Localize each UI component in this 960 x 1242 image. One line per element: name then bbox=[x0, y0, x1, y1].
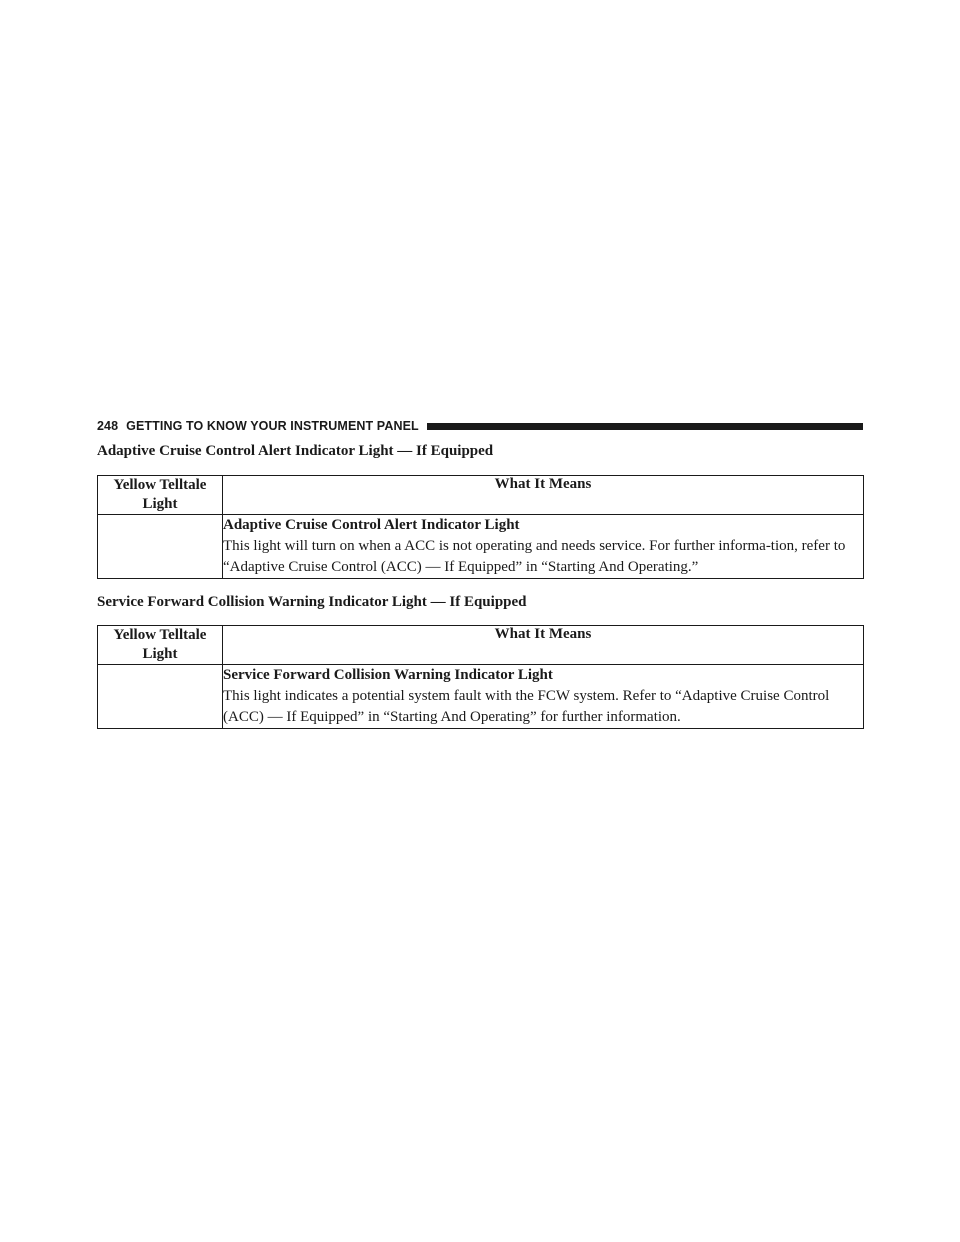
column-header-telltale: Yellow Telltale Light bbox=[98, 626, 223, 665]
indicator-description: This light indicates a potential system fault with the FCW system. Refer to “Adaptive Cruise Control (ACC) — If Equipped” in “Starting And Operating” for further information. bbox=[223, 688, 830, 725]
indicator-title: Service Forward Collision Warning Indicator Light bbox=[223, 667, 553, 683]
chapter-title: GETTING TO KNOW YOUR INSTRUMENT PANEL bbox=[126, 419, 419, 433]
page-header bbox=[97, 418, 863, 434]
column-header-meaning: What It Means bbox=[223, 626, 864, 665]
table-header-row bbox=[98, 626, 864, 665]
table-header-row bbox=[98, 476, 864, 515]
header-rule bbox=[427, 423, 863, 430]
column-header-meaning: What It Means bbox=[223, 476, 864, 515]
section-heading-acc-alert: Adaptive Cruise Control Alert Indicator Light — If Equipped bbox=[97, 443, 494, 459]
meaning-cell bbox=[223, 515, 864, 579]
fcw-table bbox=[97, 625, 864, 729]
indicator-title: Adaptive Cruise Control Alert Indicator Light bbox=[223, 517, 520, 533]
page-number: 248 bbox=[97, 419, 119, 433]
acc-alert-table bbox=[97, 475, 864, 579]
table-row bbox=[98, 515, 864, 579]
column-header-telltale: Yellow Telltale Light bbox=[98, 476, 223, 515]
indicator-description: This light will turn on when a ACC is not operating and needs service. For further informa-tion, refer to “Adaptive Cruise Control (ACC) — If Equipped” in “Starting And Operating.” bbox=[223, 538, 846, 575]
telltale-icon-cell bbox=[98, 665, 223, 729]
meaning-cell bbox=[223, 665, 864, 729]
table-row bbox=[98, 665, 864, 729]
telltale-icon-cell bbox=[98, 515, 223, 579]
section-heading-fcw: Service Forward Collision Warning Indicator Light — If Equipped bbox=[97, 594, 527, 610]
